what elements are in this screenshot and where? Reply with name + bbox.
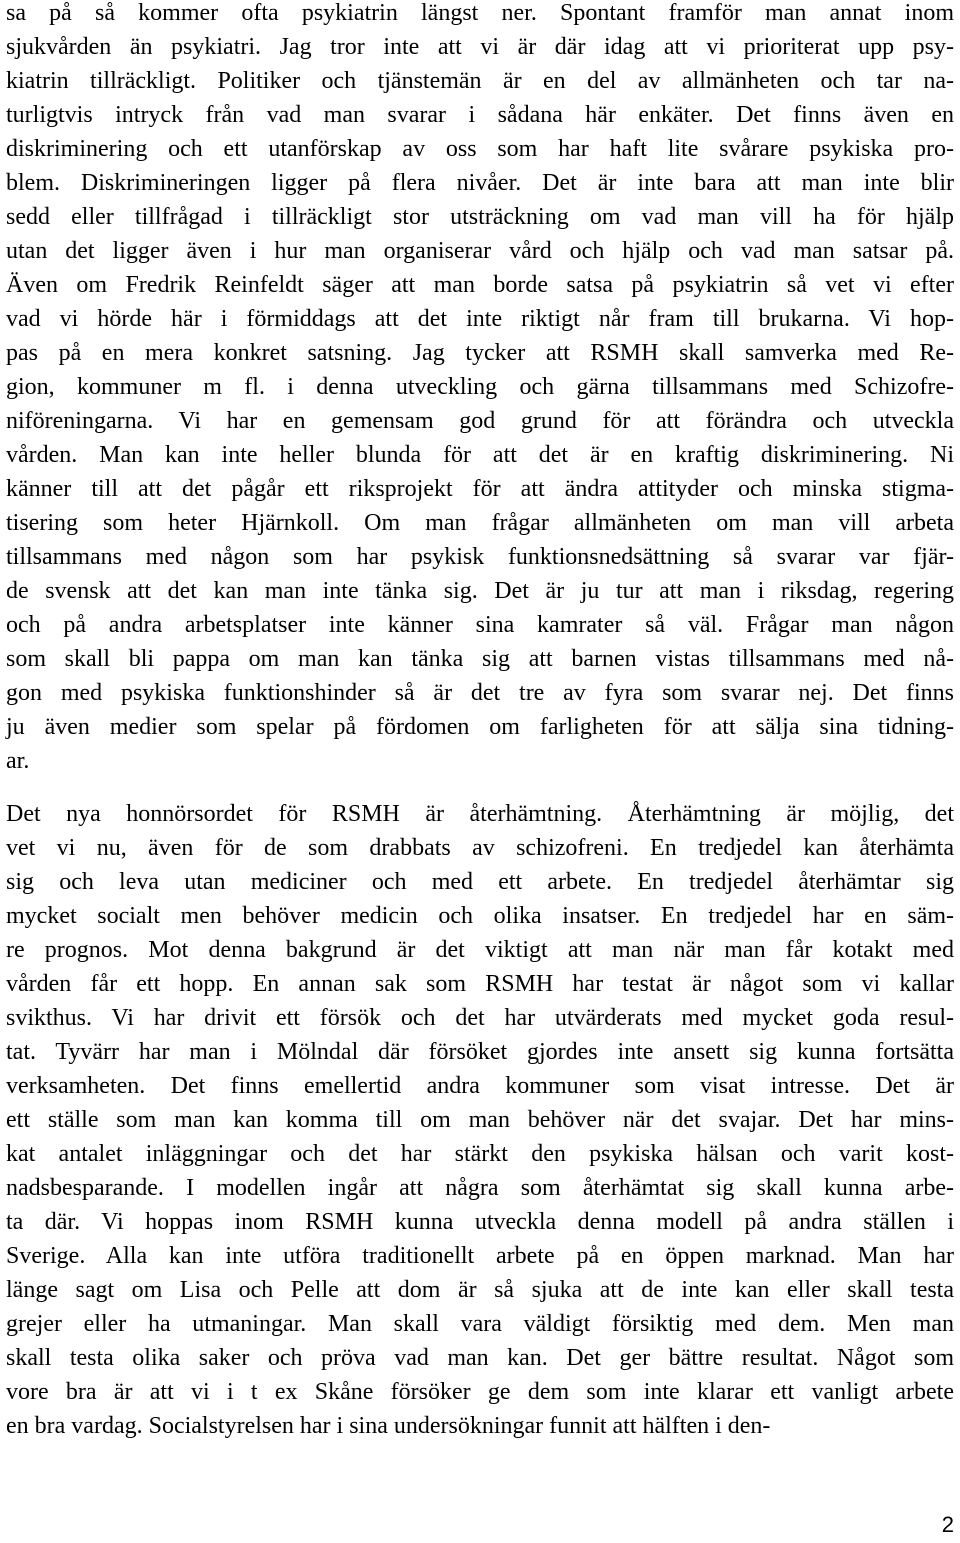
text-line: sa på så kommer ofta psykiatrin längst ner. Spontant framför man annat inom (6, 0, 954, 26)
text-line: sedd eller tillfrågad i tillräckligt stor utsträckning om vad man vill ha för hjälp (6, 204, 954, 230)
text-line: sjukvården än psykiatri. Jag tror inte att vi är där idag att vi prioriterat upp psy- (6, 34, 954, 60)
text-line: de svensk att det kan man inte tänka sig. Det är ju tur att man i riksdag, regering (6, 578, 954, 604)
text-line: vet vi nu, även för de som drabbats av schizofreni. En tredjedel kan återhämta (6, 835, 954, 861)
text-line: kat antalet inläggningar och det har stärkt den psykiska hälsan och varit kost- (6, 1141, 954, 1167)
text-line: kiatrin tillräckligt. Politiker och tjänstemän är en del av allmänheten och tar na- (6, 68, 954, 94)
text-line: nadsbesparande. I modellen ingår att några som återhämtat sig skall kunna arbe- (6, 1175, 954, 1201)
text-line: som skall bli pappa om man kan tänka sig att barnen vistas tillsammans med nå- (6, 646, 954, 672)
text-line: vore bra är att vi i t ex Skåne försöker ge dem som inte klarar ett vanligt arbete (6, 1379, 954, 1405)
paragraph-2 (6, 797, 954, 1443)
text-line: ar. (6, 748, 30, 774)
text-line: ju även medier som spelar på fördomen om farligheten för att sälja sina tidning- (6, 714, 954, 740)
paragraph-1 (6, 0, 954, 778)
text-line: mycket socialt men behöver medicin och olika insatser. En tredjedel har en säm- (6, 903, 954, 929)
text-line: vad vi hörde här i förmiddags att det inte riktigt når fram till brukarna. Vi hop- (6, 306, 954, 332)
text-line: länge sagt om Lisa och Pelle att dom är så sjuka att de inte kan eller skall testa (6, 1277, 954, 1303)
text-line: utan det ligger även i hur man organiserar vård och hjälp och vad man satsar på. (6, 238, 954, 264)
text-line: Sverige. Alla kan inte utföra traditionellt arbete på en öppen marknad. Man har (6, 1243, 954, 1269)
text-line: vården får ett hopp. En annan sak som RSMH har testat är något som vi kallar (6, 971, 954, 997)
text-line: pas på en mera konkret satsning. Jag tycker att RSMH skall samverka med Re- (6, 340, 954, 366)
text-line: ta där. Vi hoppas inom RSMH kunna utveckla denna modell på andra ställen i (6, 1209, 954, 1235)
text-line: gion, kommuner m fl. i denna utveckling och gärna tillsammans med Schizofre- (6, 374, 954, 400)
text-line: grejer eller ha utmaningar. Man skall vara väldigt försiktig med dem. Men man (6, 1311, 954, 1337)
text-line: re prognos. Mot denna bakgrund är det viktigt att man när man får kotakt med (6, 937, 954, 963)
text-line: turligtvis intryck från vad man svarar i sådana här enkäter. Det finns även en (6, 102, 954, 128)
text-line: och på andra arbetsplatser inte känner sina kamrater så väl. Frågar man någon (6, 612, 954, 638)
text-line: skall testa olika saker och pröva vad man kan. Det ger bättre resultat. Något som (6, 1345, 954, 1371)
text-line: tillsammans med någon som har psykisk funktionsnedsättning så svarar var fjär- (6, 544, 954, 570)
text-line: tat. Tyvärr har man i Mölndal där försöket gjordes inte ansett sig kunna fortsätta (6, 1039, 954, 1065)
text-line: Även om Fredrik Reinfeldt säger att man borde satsa på psykiatrin så vet vi efter (6, 272, 954, 298)
text-line: sig och leva utan mediciner och med ett arbete. En tredjedel återhämtar sig (6, 869, 954, 895)
text-line: Det nya honnörsordet för RSMH är återhämtning. Återhämtning är möjlig, det (6, 801, 954, 827)
text-line: vården. Man kan inte heller blunda för att det är en kraftig diskriminering. Ni (6, 442, 954, 468)
text-line: svikthus. Vi har drivit ett försök och det har utvärderats med mycket goda resul- (6, 1005, 954, 1031)
text-line: niföreningarna. Vi har en gemensam god grund för att förändra och utveckla (6, 408, 954, 434)
text-line: tisering som heter Hjärnkoll. Om man frågar allmänheten om man vill arbeta (6, 510, 954, 536)
text-line: ett ställe som man kan komma till om man behöver när det svajar. Det har mins- (6, 1107, 954, 1133)
text-line: verksamheten. Det finns emellertid andra kommuner som visat intresse. Det är (6, 1073, 954, 1099)
page-number: 2 (941, 1512, 954, 1537)
text-line: en bra vardag. Socialstyrelsen har i sina undersökningar funnit att hälften i den- (6, 1413, 771, 1439)
text-line: känner till att det pågår ett riksprojekt för att ändra attityder och minska stigma- (6, 476, 954, 502)
text-line: diskriminering och ett utanförskap av oss som har haft lite svårare psykiska pro- (6, 136, 954, 162)
text-line: gon med psykiska funktionshinder så är det tre av fyra som svarar nej. Det finns (6, 680, 954, 706)
text-line: blem. Diskrimineringen ligger på flera nivåer. Det är inte bara att man inte blir (6, 170, 954, 196)
